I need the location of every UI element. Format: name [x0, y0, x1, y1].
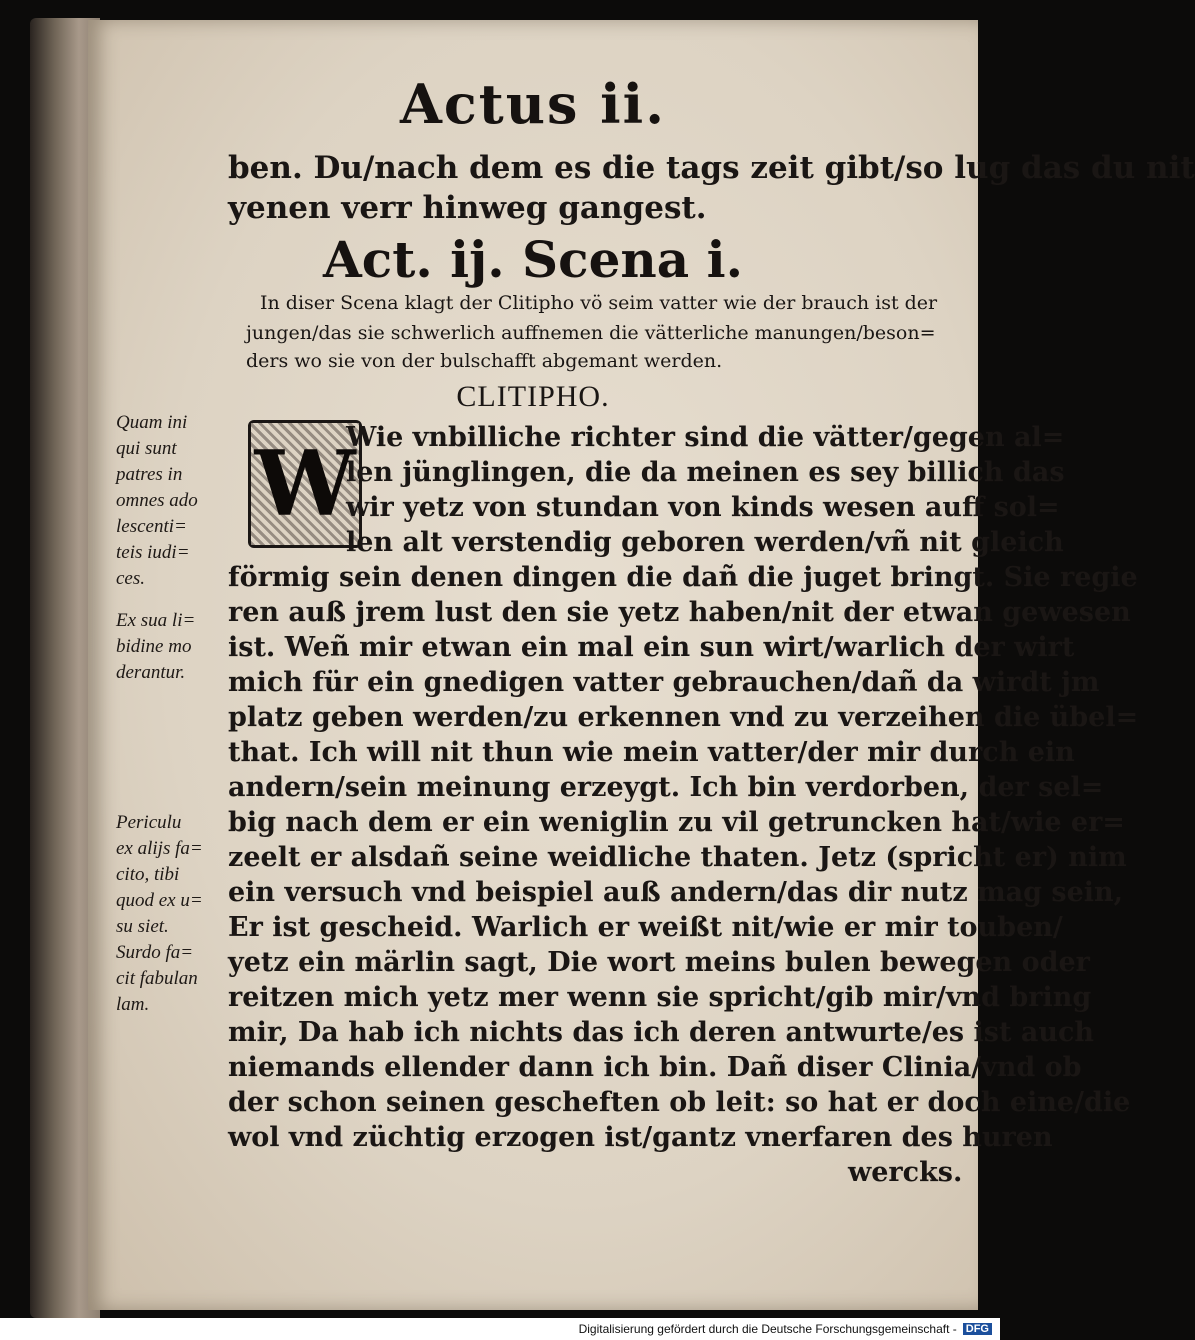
body-line: mich für ein gnedigen vatter gebrauchen/dañ da wirdt jm [228, 667, 1100, 698]
marginal-note: qui sunt [116, 438, 177, 459]
text-line: ben. Du/nach dem es die tags zeit gibt/so lug das du nit [228, 150, 1195, 186]
marginal-note: Quam ini [116, 412, 188, 433]
body-line: Er ist gescheid. Warlich er weißt nit/wie er mir touben/ [228, 912, 1063, 943]
marginal-note: omnes ado [116, 490, 198, 511]
argument-line: jungen/das sie schwerlich auffnemen die vätterliche manungen/beson= [246, 322, 936, 344]
body-line: andern/sein meinung erzeygt. Ich bin verdorben, der sel= [228, 772, 1104, 803]
marginal-note: lescenti= [116, 516, 187, 537]
marginal-note: patres in [116, 464, 183, 485]
body-line: ein versuch vnd beispiel auß andern/das dir nutz mag sein, [228, 877, 1124, 908]
marginal-note: cito, tibi [116, 864, 180, 885]
body-line: mir, Da hab ich nichts das ich deren antwurte/es ist auch [228, 1017, 1095, 1048]
body-line: Wie vnbilliche richter sind die vätter/gegen al= [346, 422, 1065, 453]
argument-line: ders wo sie von der bulschafft abgemant werden. [246, 350, 723, 372]
marginal-note: Ex sua li= [116, 610, 196, 631]
marginal-note: bidine mo [116, 636, 192, 657]
marginal-note: su siet. [116, 916, 169, 937]
body-line: wol vnd züchtig erzogen ist/gantz vnerfaren des huren [228, 1122, 1053, 1153]
body-line: platz geben werden/zu erkennen vnd zu verzeihen die übel= [228, 702, 1139, 733]
body-line: ren auß jrem lust den sie yetz haben/nit der etwan gewesen [228, 597, 1131, 628]
body-line: reitzen mich yetz mer wenn sie spricht/gib mir/vnd bring [228, 982, 1092, 1013]
body-line: wercks. [848, 1157, 963, 1188]
marginal-note: quod ex u= [116, 890, 203, 911]
body-line: len alt verstendig geboren werden/vñ nit gleich [346, 527, 1064, 558]
body-line: niemands ellender dann ich bin. Dañ diser Clinia/vnd ob [228, 1052, 1082, 1083]
footer-text: Digitalisierung gefördert durch die Deutsche Forschungsgemeinschaft - [578, 1322, 957, 1336]
dfg-logo: DFG [963, 1323, 992, 1335]
body-line: zeelt er alsdañ seine weidliche thaten. Jetz (spricht er) nim [228, 842, 1127, 873]
body-line: der schon seinen gescheften ob leit: so hat er doch eine/die [228, 1087, 1131, 1118]
body-line: big nach dem er ein weniglin zu vil getruncken hat/wie er= [228, 807, 1125, 838]
marginal-note: derantur. [116, 662, 186, 683]
footer-credit [0, 1318, 1000, 1340]
marginal-note: lam. [116, 994, 150, 1015]
body-line: wir yetz von stundan von kinds wesen auff sol= [346, 492, 1060, 523]
book-page [88, 20, 1195, 1310]
speaker-name: CLITIPHO. [456, 380, 610, 413]
marginal-note: ex alijs fa= [116, 838, 203, 859]
argument-line: In diser Scena klagt der Clitipho vö seim vatter wie der brauch ist der [260, 292, 938, 314]
body-line: förmig sein denen dingen die dañ die juget bringt. Sie regie [228, 562, 1138, 593]
decorated-initial [248, 420, 362, 548]
body-line: yetz ein märlin sagt, Die wort meins bulen bewegen oder [228, 947, 1090, 978]
running-title: Actus ii. [399, 72, 666, 136]
marginal-note: teis iudi= [116, 542, 190, 563]
marginal-note: Periculu [116, 812, 182, 833]
text-line: yenen verr hinweg gangest. [228, 190, 707, 226]
body-line: len jünglingen, die da meinen es sey billich das [346, 457, 1065, 488]
scene-heading: Act. ij. Scena i. [323, 230, 743, 289]
initial-letter: W [251, 423, 359, 545]
marginal-note: cit fabulan [116, 968, 198, 989]
marginal-note: ces. [116, 568, 146, 589]
body-line: that. Ich will nit thun wie mein vatter/der mir durch ein [228, 737, 1075, 768]
marginal-note: Surdo fa= [116, 942, 194, 963]
body-line: ist. Weñ mir etwan ein mal ein sun wirt/warlich der wirt [228, 632, 1075, 663]
